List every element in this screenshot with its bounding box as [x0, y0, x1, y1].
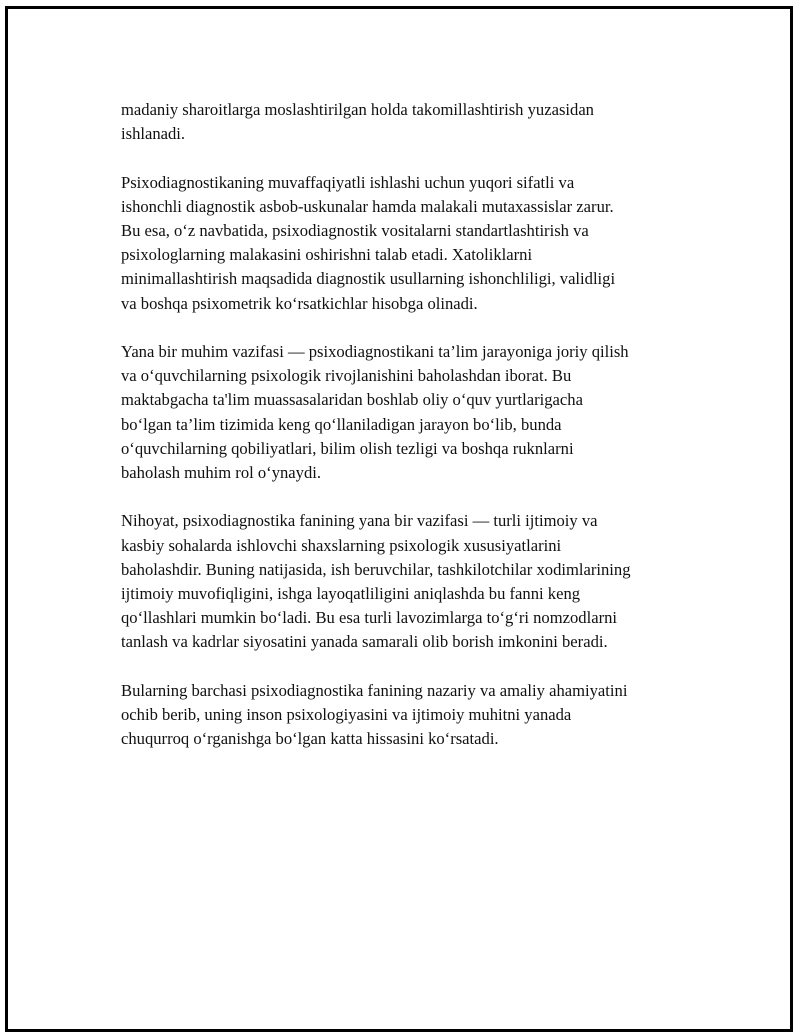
- text-line: Bularning barchasi psixodiagnostika fanining nazariy va amaliy ahamiyatini: [121, 680, 628, 700]
- text-line: ijtimoiy muvofiqligini, ishga layoqatliligini aniqlashda bu fanni keng: [121, 584, 581, 604]
- text-line: bo‘lgan ta’lim tizimida keng qo‘llaniladigan jarayon bo‘lib, bunda: [121, 414, 562, 434]
- paragraph: [121, 171, 701, 316]
- text-line: chuqurroq o‘rganishga bo‘lgan katta hissasini ko‘rsatadi.: [121, 729, 499, 749]
- text-line: kasbiy sohalarda ishlovchi shaxslarning psixologik xususiyatlarini: [121, 535, 562, 555]
- text-line: qo‘llashlari mumkin bo‘ladi. Bu esa turli lavozimlarga to‘g‘ri nomzodlarni: [121, 608, 618, 628]
- text-line: Bu esa, o‘z navbatida, psixodiagnostik vositalarni standartlashtirish va: [121, 221, 589, 240]
- text-line: psixologlarning malakasini oshirishni talab etadi. Xatoliklarni: [121, 245, 533, 265]
- document-page: [5, 6, 793, 1032]
- text-line: baholash muhim rol o‘ynaydi.: [121, 463, 322, 483]
- text-line: Yana bir muhim vazifasi — psixodiagnostikani ta’lim jarayoniga joriy qilish: [121, 342, 629, 361]
- text-line: maktabgacha ta'lim muassasalaridan boshlab oliy o‘quv yurtlarigacha: [121, 390, 583, 410]
- text-line: o‘quvchilarning qobiliyatlari, bilim olish tezligi va boshqa ruknlarni: [121, 438, 574, 458]
- paragraph: [121, 509, 701, 654]
- text-line: Nihoyat, psixodiagnostika fanining yana bir vazifasi — turli ijtimoiy va: [121, 511, 598, 531]
- text-line: minimallashtirish maqsadida diagnostik usullarning ishonchliligi, validligi: [121, 269, 616, 289]
- text-line: va boshqa psixometrik ko‘rsatkichlar hisobga olinadi.: [121, 293, 478, 313]
- text-line: Psixodiagnostikaning muvaffaqiyatli ishlashi uchun yuqori sifatli va: [121, 172, 575, 192]
- text-line: ishonchli diagnostik asbob-uskunalar hamda malakali mutaxassislar zarur.: [121, 196, 614, 216]
- text-line: tanlash va kadrlar siyosatini yanada samarali olib borish imkonini beradi.: [121, 632, 608, 652]
- paragraph: [121, 98, 701, 146]
- document-body: [121, 98, 701, 776]
- text-line: baholashdir. Buning natijasida, ish beruvchilar, tashkilotchilar xodimlarining: [121, 559, 631, 579]
- text-line: ochib berib, uning inson psixologiyasini va ijtimoiy muhitni yanada: [121, 705, 572, 725]
- paragraph: [121, 679, 701, 752]
- text-line: ishlanadi.: [121, 124, 186, 144]
- paragraph: [121, 340, 701, 485]
- text-line: va o‘quvchilarning psixologik rivojlanishini baholashdan iborat. Bu: [121, 366, 572, 386]
- text-line: madaniy sharoitlarga moslashtirilgan holda takomillashtirish yuzasidan: [121, 100, 594, 119]
